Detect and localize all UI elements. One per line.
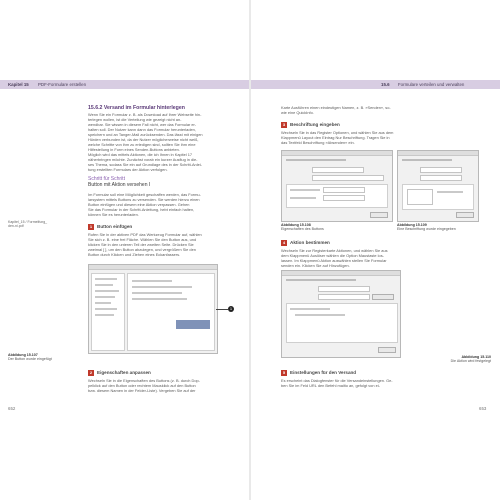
step-number: 2 [89, 370, 93, 375]
margin-note-line: den-ni.pdf [8, 224, 24, 229]
sidebar-row [95, 302, 111, 304]
trigger-select [318, 286, 370, 292]
step-line: bzw. diesem Namen in der Felder-Liste). Vergeben Sie auf der [88, 388, 196, 393]
figure-15-109-screenshot [397, 150, 479, 222]
sidebar-row [95, 296, 115, 298]
form-row [132, 298, 187, 300]
body-line: ses Thema, sodass Sie ein auf Grundlage des in der Schritt-Anlei- [88, 162, 202, 167]
step-2-text [88, 378, 238, 393]
dialog-field [323, 195, 365, 201]
dialog-titlebar [398, 151, 478, 156]
sidebar-row [95, 278, 117, 280]
dialog-row [437, 191, 463, 193]
dialog-titlebar [282, 271, 400, 276]
step-number: 3 [282, 122, 286, 127]
add-button [372, 294, 394, 300]
step-line: Wechseln Sie zur Registerkarte Aktionen, und wählen Sie aus [281, 248, 388, 253]
step-title: Eigenschaften anpassen [97, 370, 151, 375]
figure-15-107-screenshot [88, 264, 218, 354]
step-line: Rufen Sie in der aktiven PDF das Werkzeug Formular auf, wählen [88, 232, 202, 237]
sidebar-row [95, 290, 119, 292]
step-line: das Textfeld Beschriftung »Absenden« ein. [281, 140, 355, 145]
step-title: Beschriftung eingeben [290, 122, 340, 127]
header-chapter-title: PDF-Formulare erstellen [38, 82, 87, 87]
figure-15-108-screenshot [281, 150, 393, 222]
dialog-close-button [378, 347, 396, 353]
margin-note-line: Kapitel_15 / Formelfung_ [8, 220, 48, 224]
step-title: Button einfügen [97, 224, 133, 229]
dialog-close-button [456, 212, 474, 218]
step-1-text [88, 232, 238, 257]
figure-15-107-caption [8, 353, 80, 362]
form-row [132, 292, 182, 294]
header-section: 15.6 [381, 82, 390, 87]
form-row [132, 286, 192, 288]
dialog-group [402, 184, 474, 210]
intro-line: larsystem mittels Buttons zu versenden. Sie werden hierzu einen [88, 197, 200, 202]
header-section-title: Formulare verteilen und verwalten [398, 82, 465, 87]
figure-15-110-screenshot [281, 270, 401, 358]
intro-line: wie eine QuickInfo. [281, 110, 314, 115]
actions-row [295, 314, 345, 316]
step-3-heading [281, 122, 340, 128]
header-chapter: Kapitel 15 [8, 82, 29, 87]
window-titlebar [89, 265, 217, 270]
step-line: Klappmenü Layout den Eintrag Nur Beschriftung. Tragen Sie in [281, 135, 390, 140]
caption-label: Abbildung 15.109 [397, 223, 427, 227]
body-line: terlegen wollen, ist die Verteilung wie gezeigt nicht an- [88, 117, 182, 122]
step-line: pelklick auf den Button oder rechtem Mausklick auf den Button [88, 383, 196, 388]
dialog-row [290, 189, 320, 191]
dialog-field [312, 167, 364, 173]
step-3-text [281, 130, 431, 145]
step-guide-kicker: Schritt für Schritt [88, 176, 125, 182]
action-select [318, 294, 370, 300]
intro-line: Karte Ausführen einen eindeutigen Namen, z. B. »Senden«, so- [281, 105, 391, 110]
fields-sidebar [91, 273, 125, 351]
caption-text: Die Aktion wird festgelegt [450, 359, 491, 364]
intro-line: können Sie es herunterladen. [88, 212, 139, 217]
dialog-titlebar [282, 151, 392, 156]
dialog-close-button [370, 212, 388, 218]
inserted-button-placeholder [176, 320, 210, 329]
figure-15-110-caption [411, 355, 491, 364]
dialog-field [312, 175, 384, 181]
actions-list [286, 303, 398, 343]
dialog-tabs [286, 279, 356, 281]
body-line: Möglich wird das mittels Aktionen, die ich Ihnen in Kapitel 17 [88, 152, 193, 157]
step-intro [88, 192, 238, 217]
step-line: Es erscheint das Dialogfenster für die Versandeinstellungen. Ge- [281, 378, 393, 383]
step-line: dem Klappmenü Auslöser wählen die Option Maustaste los- [281, 253, 384, 258]
step-4-heading [281, 240, 330, 246]
left-page [0, 0, 249, 500]
caption-label: Abbildung 15.107 [8, 353, 38, 357]
caption-text: Eigenschaften des Buttons [281, 227, 324, 232]
body-line: wendbar. Sie wissen in diesem Fall nicht, wer das Formular er- [88, 122, 197, 127]
step-line: lassen. Im Klappmenü Aktion auswählen stellen Sie Formular [281, 258, 387, 263]
running-header-left [0, 80, 249, 89]
caption-label: Abbildung 15.110 [461, 355, 491, 359]
section-body [88, 112, 238, 172]
sidebar-row [95, 308, 117, 310]
step-line: ben Sie im Feld URL den Befehl mailto an, gefolgt von ei- [281, 383, 380, 388]
figure-15-109-caption [397, 223, 489, 232]
step-title: Aktion bestimmen [290, 240, 330, 245]
intro-line: Im Formular soll eine Möglichkeit geschaffen werden, das Formu- [88, 192, 201, 197]
running-header-right [251, 80, 500, 89]
right-intro [281, 105, 431, 115]
step-2-heading [88, 370, 151, 376]
page-number-right: 653 [479, 406, 487, 411]
caption-label: Abbildung 15.108 [281, 223, 311, 227]
page-number-left: 652 [8, 406, 16, 411]
step-guide-title: Button mit Aktion versehen I [88, 182, 151, 188]
step-number: 4 [282, 240, 286, 245]
step-number: 5 [282, 370, 286, 375]
step-line: klicken Sie in den unteren Teil der zweiten Seite. Drücken Sie [88, 242, 194, 247]
dialog-tabs [402, 159, 452, 161]
step-number: 1 [89, 224, 93, 229]
caption-text: Der Button wurde eingefügt [8, 357, 52, 362]
dialog-tabs [286, 159, 346, 161]
margin-file-note [8, 220, 78, 229]
step-line: Button durch Klicken und Ziehen eines Eckanfassers. [88, 252, 181, 257]
step-4-text [281, 248, 431, 268]
body-line: näherbringen möchte. Zunächst vorab ein kurzer Ausflug in die- [88, 157, 198, 162]
intro-line: Sie das Formular in der Schritt-Anleitung, hebt einfach halten, [88, 207, 195, 212]
dialog-row [290, 197, 316, 199]
right-page [251, 0, 500, 500]
actions-row [290, 308, 330, 310]
form-row [132, 280, 172, 282]
dialog-field [420, 175, 462, 181]
dialog-field [323, 187, 365, 193]
step-line: zweimal [ ], um den Button abzulegen, und vergrößern Sie den [88, 247, 196, 252]
body-line: welche Schritte von ihm zu erledigen sind, sollten Sie ihm eine [88, 142, 196, 147]
step-line: Wechseln Sie in die Eigenschaften des Buttons (z. B. durch Dop- [88, 378, 200, 383]
dialog-field [420, 167, 462, 173]
dialog-group [286, 184, 388, 208]
body-line: Hürden verbunden ist, da der Nutzer möglicherweise nicht weiß, [88, 137, 199, 142]
figure-15-108-caption [281, 223, 391, 232]
intro-line: Button einfügen und diesem eine Aktion verpassen. Gehen [88, 202, 190, 207]
step-1-heading [88, 224, 132, 230]
step-line: Wechseln Sie in das Register Optionen, und wählen Sie aus dem [281, 130, 394, 135]
callout-leader [216, 309, 228, 310]
body-line: Wenn Sie ein Formular z. B. als Download auf Ihrer Webseite hin- [88, 112, 202, 117]
step-5-heading [281, 370, 356, 376]
body-line: tung erstellten Formulars der Aktion verfolgen. [88, 167, 168, 172]
form-page-area [127, 273, 215, 351]
caption-text: Eine Beschriftung wurde eingegeben [397, 227, 456, 232]
step-5-text [281, 378, 431, 388]
sidebar-row [95, 314, 114, 316]
section-heading: 15.6.2 Versand im Formular hinterlegen [88, 105, 185, 111]
callout-1: 1 [229, 306, 233, 311]
step-title: Einstellungen für den Versand [290, 370, 357, 375]
body-line: Hilfestellung in Form eines Senden-Buttons anbieten. [88, 147, 180, 152]
step-guide-heading [88, 176, 150, 188]
body-line: speichern und an Tanger-Mail zurücksenden. Das lässt mit einigen [88, 132, 203, 137]
body-line: halten soll. Der Nutzer kann dann das Formular herunterladen, [88, 127, 196, 132]
icon-preview [407, 189, 433, 205]
step-line: senden ein. Klicken Sie auf Hinzufügen. [281, 263, 350, 268]
step-line: Sie sich z. B. eine frei Fläche. Wählen Sie den Button aus, und [88, 237, 197, 242]
sidebar-row [95, 284, 113, 286]
